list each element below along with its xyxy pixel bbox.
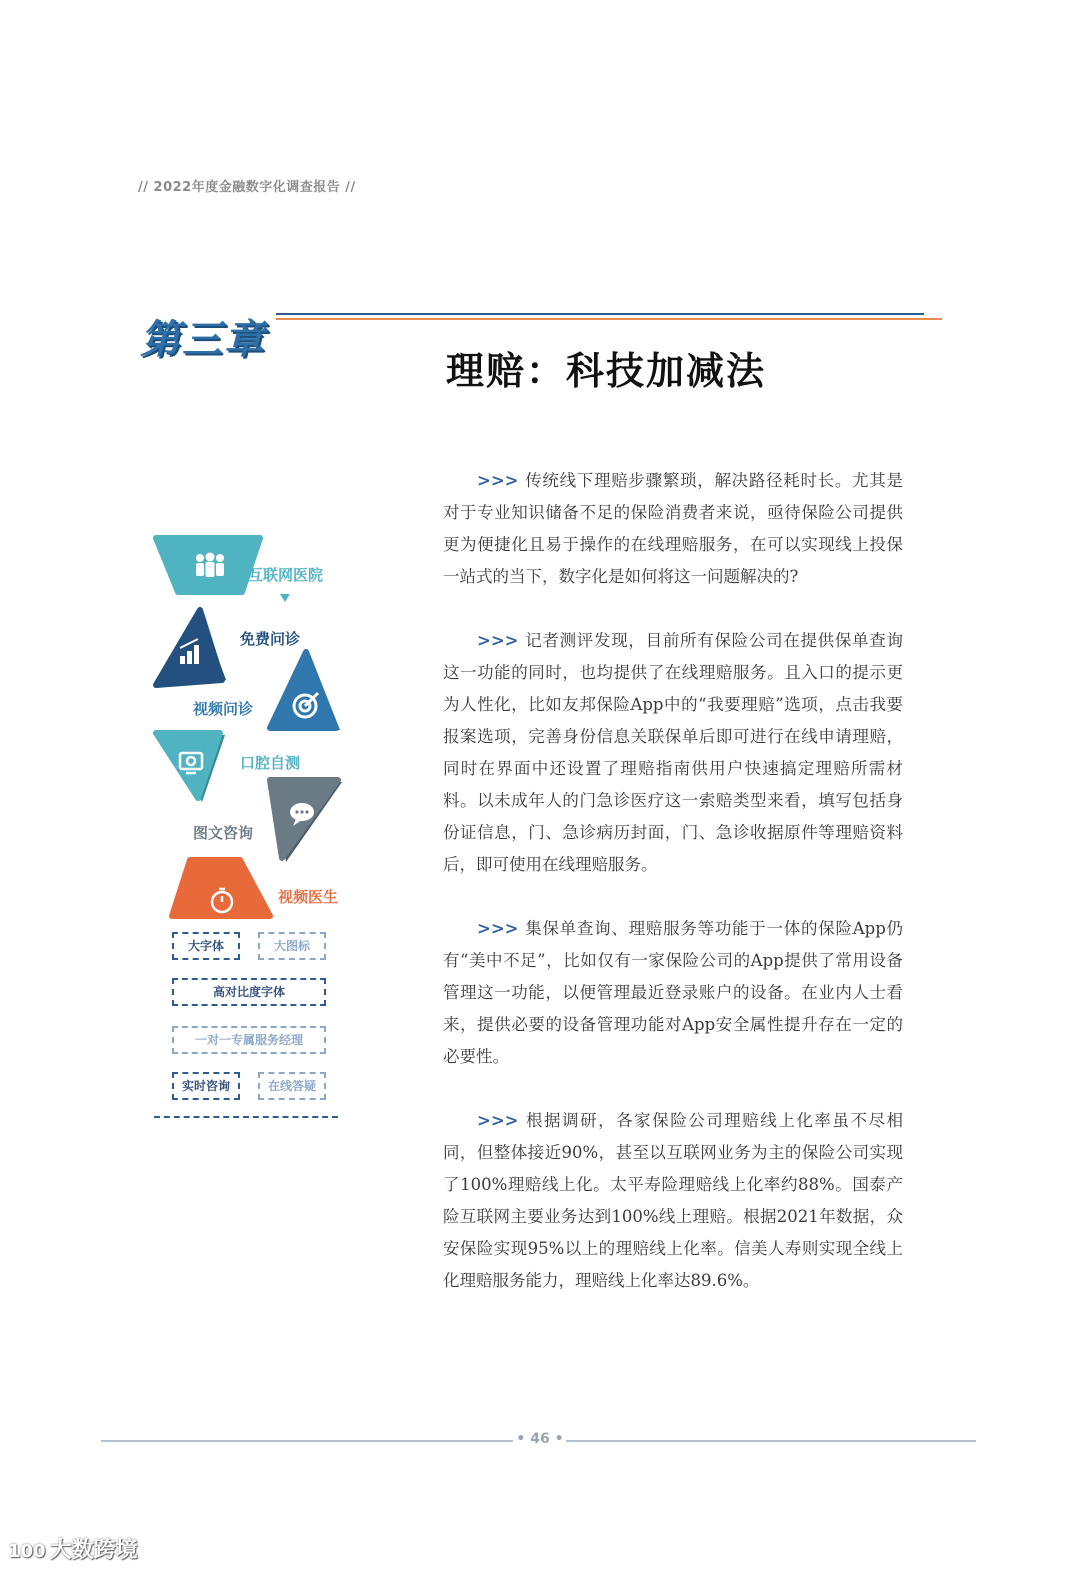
down-arrow-icon <box>280 594 290 602</box>
paragraph <box>443 625 903 881</box>
footer-rule-left <box>101 1440 513 1442</box>
paragraph-text: 集保单查询、理赔服务等功能于一体的保险App仍有“美中不足”，比如仅有一家保险公司的App提供了常用设备管理这一功能，以便管理最近登录账户的设备。在业内人士看来，提供必要的设备管理功能对App安全属性提升存在一定的必要性。 <box>443 919 903 1066</box>
tag-large-font: 大字体 <box>172 932 240 960</box>
footer-rule-right <box>566 1440 976 1442</box>
arrow-marker: >>> <box>477 471 519 490</box>
label-text-image-consult: 图文咨询 <box>193 824 254 842</box>
label-free-consult: 免费问诊 <box>240 630 301 648</box>
report-header: // 2022年度金融数字化调查报告 // <box>138 180 356 195</box>
people-icon <box>196 553 224 578</box>
tag-realtime-consult: 实时咨询 <box>172 1072 240 1100</box>
body-text <box>443 465 903 1329</box>
page-number: • 46 • <box>516 1431 564 1447</box>
watermark <box>8 1533 138 1564</box>
tag-dedicated-manager: 一对一专属服务经理 <box>172 1026 326 1054</box>
chapter-rule-orange <box>276 318 942 320</box>
watermark-text: 大数跨境 <box>49 1538 138 1563</box>
paragraph <box>443 465 903 593</box>
paragraph <box>443 1105 903 1297</box>
chapter-rule-blue <box>276 313 924 315</box>
label-video-doctor: 视频医生 <box>278 888 339 906</box>
paragraph-text: 记者测评发现，目前所有保险公司在提供保单查询这一功能的同时，也均提供了在线理赔服务。且入口的提示更为人性化，比如友邦保险App中的“我要理赔”选项，点击我要报案选项，完善身份信息关联保单后即可进行在线申请理赔，同时在界面中还设置了理赔指南供用户快速搞定理赔所需材料。以未成年人的门急诊医疗这一索赔类型来看，填写包括身份证信息，门、急诊病历封面，门、急诊收据原件等理赔资料后，即可使用在线理赔服务。 <box>443 631 903 874</box>
infographic-shapes <box>150 530 360 930</box>
chapter-title: 理赔：科技加减法 <box>446 348 767 393</box>
paragraph <box>443 913 903 1073</box>
services-infographic <box>150 530 360 1130</box>
tag-high-contrast: 高对比度字体 <box>172 978 326 1006</box>
label-oral-selftest: 口腔自测 <box>240 754 301 772</box>
tag-online-qa: 在线答疑 <box>258 1072 326 1100</box>
tag-large-icon: 大图标 <box>258 932 326 960</box>
label-internet-hospital: 互联网医院 <box>248 566 324 584</box>
arrow-marker: >>> <box>477 631 519 650</box>
arrow-marker: >>> <box>477 1111 519 1130</box>
arrow-marker: >>> <box>477 919 519 938</box>
paragraph-text: 根据调研，各家保险公司理赔线上化率虽不尽相同，但整体接近90%，甚至以互联网业务为主的保险公司实现了100%理赔线上化。太平寿险理赔线上化率约88%。国泰产险互联网主要业务达到100%线上理赔。根据2021年数据，众安保险实现95%以上的理赔线上化率。信美人寿则实现全线上化理赔服务能力，理赔线上化率达89.6%。 <box>443 1111 903 1290</box>
label-video-consult: 视频问诊 <box>193 700 254 718</box>
watermark-logo-icon: 100 <box>8 1541 46 1562</box>
infographic-divider <box>154 1116 338 1118</box>
chapter-label: 第三章 <box>140 317 266 363</box>
paragraph-text: 传统线下理赔步骤繁琐，解决路径耗时长。尤其是对于专业知识储备不足的保险消费者来说，亟待保险公司提供更为便捷化且易于操作的在线理赔服务，在可以实现线上投保一站式的当下，数字化是如何将这一问题解决的? <box>443 471 903 586</box>
